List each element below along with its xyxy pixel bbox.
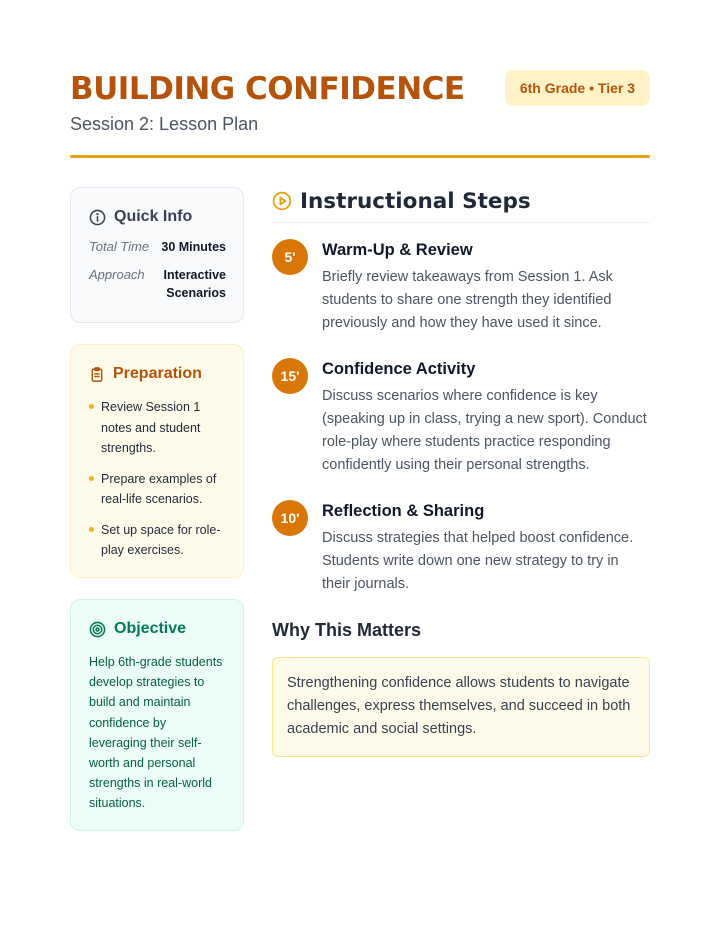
step-duration-badge: 5': [272, 239, 308, 275]
step-description: Briefly review takeaways from Session 1. Ask students to share one strength they identified previously and how they have used it since.: [322, 269, 613, 331]
quick-info-card: [70, 187, 244, 323]
list-item: Set up space for role-play exercises.: [89, 520, 226, 561]
clipboard-icon: [89, 366, 105, 383]
objective-text: Help 6th-grade students develop strategies to build and maintain confidence by leveraging their self-worth and personal strengths in real-world situations.: [89, 655, 223, 811]
preparation-card: [70, 344, 244, 578]
page-subtitle: Session 2: Lesson Plan: [70, 114, 259, 134]
preparation-title: Preparation: [113, 365, 202, 382]
info-row-total-time: [89, 238, 226, 256]
list-item: Prepare examples of real-life scenarios.: [89, 469, 226, 510]
target-icon: [89, 621, 106, 638]
header-divider: [70, 155, 650, 158]
step-reflection: [272, 500, 650, 596]
step-title: Warm-Up & Review: [322, 241, 473, 259]
quick-info-heading: [89, 206, 226, 228]
info-value-line: Scenarios: [166, 286, 226, 300]
why-this-matters-callout: Strengthening confidence allows students to navigate challenges, express themselves, and succeed in both academic and social settings.: [272, 657, 650, 757]
preparation-heading: [89, 363, 226, 385]
objective-title: Objective: [114, 620, 187, 637]
step-confidence-activity: [272, 358, 650, 477]
info-value: 30 Minutes: [161, 240, 226, 254]
grade-tier-badge: 6th Grade • Tier 3: [505, 70, 650, 106]
why-this-matters-heading: Why This Matters: [272, 620, 422, 640]
page-title: BUILDING CONFIDENCE: [70, 71, 465, 107]
step-duration-badge: 15': [272, 358, 308, 394]
section-divider: [272, 222, 650, 223]
quick-info-title: Quick Info: [114, 208, 193, 225]
instructional-steps-heading: [272, 187, 650, 215]
step-duration-badge: 10': [272, 500, 308, 536]
step-title: Reflection & Sharing: [322, 502, 485, 520]
info-value-line: Interactive: [163, 268, 226, 282]
info-label: Total Time: [89, 239, 150, 254]
info-circle-icon: [89, 209, 106, 226]
main-content: [272, 187, 650, 757]
instructional-steps-title: Instructional Steps: [300, 188, 531, 214]
step-description: Discuss strategies that helped boost confidence. Students write down one new strategy to try in their journals.: [322, 530, 634, 592]
info-label: Approach: [89, 267, 145, 282]
list-item: Review Session 1 notes and student strengths.: [89, 397, 226, 459]
sidebar: [70, 187, 244, 831]
page-header: [70, 70, 650, 160]
objective-card: [70, 599, 244, 831]
play-circle-icon: [272, 191, 292, 211]
info-value: [163, 266, 226, 302]
objective-heading: [89, 618, 226, 640]
step-description: Discuss scenarios where confidence is key (speaking up in class, trying a new sport). Conduct role-play where students practice responding confidently using their personal strengths.: [322, 388, 647, 473]
preparation-list: [89, 397, 226, 561]
info-row-approach: [89, 266, 226, 302]
step-warm-up: [272, 239, 650, 335]
step-title: Confidence Activity: [322, 360, 476, 378]
